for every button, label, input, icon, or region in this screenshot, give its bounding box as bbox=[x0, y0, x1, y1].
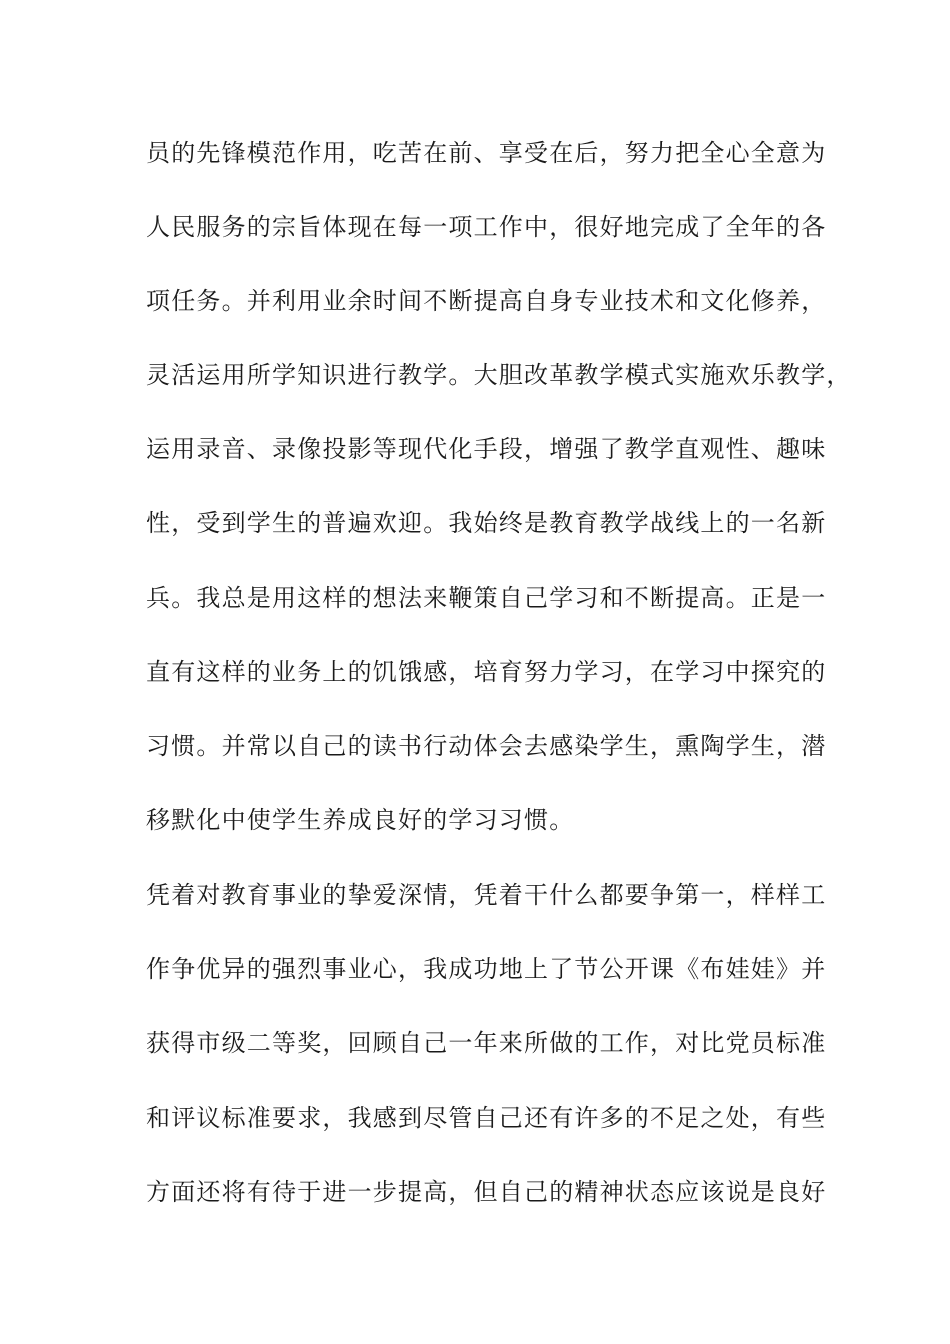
text-line: 项任务。并利用业余时间不断提高自身专业技术和文化修养， bbox=[146, 287, 827, 315]
text-line: 移默化中使学生养成良好的学习习惯。 bbox=[146, 806, 575, 834]
text-line: 习惯。并常以自己的读书行动体会去感染学生，熏陶学生，潜 bbox=[146, 732, 827, 760]
text-line: 获得市级二等奖，回顾自己一年来所做的工作，对比党员标准 bbox=[146, 1029, 827, 1057]
text-line: 作争优异的强烈事业心，我成功地上了节公开课《布娃娃》并 bbox=[146, 955, 827, 983]
text-line: 兵。我总是用这样的想法来鞭策自己学习和不断提高。正是一 bbox=[146, 584, 827, 612]
text-line: 性，受到学生的普遍欢迎。我始终是教育教学战线上的一名新 bbox=[146, 509, 827, 537]
text-line: 人民服务的宗旨体现在每一项工作中，很好地完成了全年的各 bbox=[146, 213, 827, 241]
text-line: 运用录音、录像投影等现代化手段，增强了教学直观性、趣味 bbox=[146, 435, 827, 463]
text-line: 员的先锋模范作用，吃苦在前、享受在后，努力把全心全意为 bbox=[146, 139, 827, 167]
text-line: 方面还将有待于进一步提高，但自己的精神状态应该说是良好 bbox=[146, 1178, 827, 1206]
text-line: 灵活运用所学知识进行教学。大胆改革教学模式实施欢乐教学， bbox=[146, 361, 852, 389]
text-line: 直有这样的业务上的饥饿感，培育努力学习，在学习中探究的 bbox=[146, 658, 827, 686]
text-line: 和评议标准要求，我感到尽管自己还有许多的不足之处，有些 bbox=[146, 1104, 827, 1132]
text-line: 凭着对教育事业的挚爱深情，凭着干什么都要争第一，样样工 bbox=[146, 881, 827, 909]
